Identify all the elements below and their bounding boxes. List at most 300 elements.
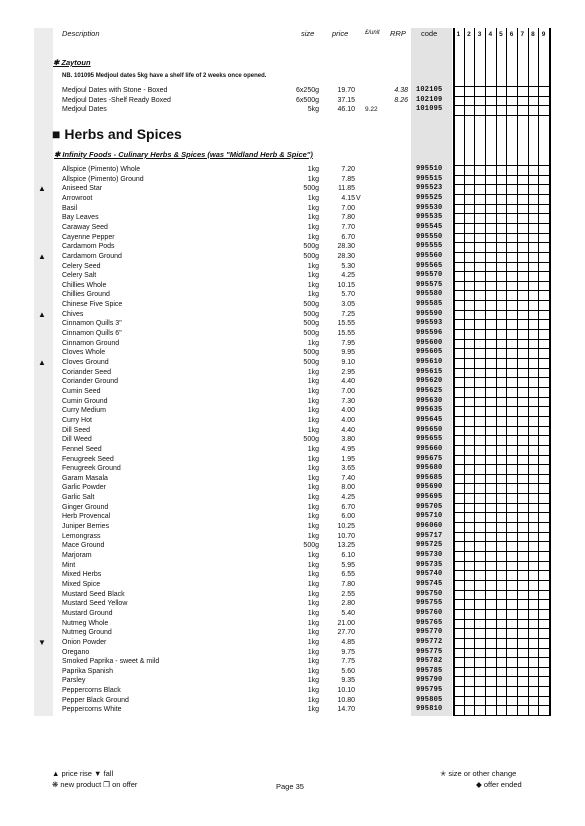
list-item (0, 445, 585, 455)
item-code: 995615 (416, 367, 443, 376)
item-code: 995655 (416, 435, 443, 444)
item-code: 995765 (416, 618, 443, 627)
item-price: 4.40 (341, 378, 355, 386)
item-size: 1kg (307, 494, 319, 502)
item-size: 1kg (307, 416, 319, 424)
zaytoun-title: ✱ Zaytoun (53, 58, 91, 67)
item-price: 5.95 (341, 561, 355, 569)
item-code: 995600 (416, 338, 443, 347)
list-item (0, 609, 585, 619)
price-change-marker: ▲ (38, 309, 46, 319)
item-description: Cumin Ground (62, 397, 108, 405)
list-item (0, 599, 585, 609)
item-description: Paprika Spanish (62, 667, 113, 675)
order-column-number: 1 (456, 31, 461, 38)
item-code: 995650 (416, 425, 443, 434)
item-size: 1kg (307, 465, 319, 473)
item-code: 995590 (416, 309, 443, 318)
item-size: 1kg (307, 667, 319, 675)
list-item (0, 242, 585, 252)
item-description: Fennel Seed (62, 445, 102, 453)
item-price: 5.30 (341, 262, 355, 270)
item-size: 500g (303, 301, 319, 309)
list-item (0, 252, 585, 262)
list-item (0, 358, 585, 368)
item-code: 995775 (416, 647, 443, 656)
item-size: 1kg (307, 194, 319, 202)
item-code: 995740 (416, 570, 443, 579)
item-description: Chillies Whole (62, 281, 107, 289)
header-price: price (332, 29, 349, 38)
price-change-marker: ▼ (38, 637, 46, 647)
item-size: 1kg (307, 677, 319, 685)
list-item (0, 233, 585, 243)
item-description: Allspice (Pimento) Ground (62, 175, 144, 183)
item-price: 27.70 (337, 629, 355, 637)
item-price: 6.55 (341, 571, 355, 579)
list-item (0, 686, 585, 696)
list-item (0, 377, 585, 387)
item-description: Garlic Powder (62, 484, 106, 492)
item-price: 6.70 (341, 233, 355, 241)
item-code: 995530 (416, 203, 443, 212)
item-size: 1kg (307, 445, 319, 453)
item-price: 37.15 (337, 96, 355, 104)
list-item (0, 348, 585, 358)
item-size: 1kg (307, 532, 319, 540)
item-size: 1kg (307, 696, 319, 704)
list-item (0, 628, 585, 638)
item-description: Cloves Whole (62, 349, 106, 357)
item-code: 995750 (416, 589, 443, 598)
list-item (0, 648, 585, 658)
item-size: 500g (303, 330, 319, 338)
item-code: 102109 (416, 95, 443, 104)
item-price: 5.40 (341, 609, 355, 617)
item-size: 1kg (307, 233, 319, 241)
item-size: 1kg (307, 474, 319, 482)
item-code: 995515 (416, 174, 443, 183)
item-code: 995625 (416, 386, 443, 395)
order-column-number: 6 (509, 31, 514, 38)
list-item (0, 300, 585, 310)
item-code: 995605 (416, 348, 443, 357)
item-size: 1kg (307, 455, 319, 463)
list-item (0, 464, 585, 474)
grid-row-line (453, 115, 549, 116)
item-code: 995730 (416, 551, 443, 559)
item-price: 10.70 (337, 532, 355, 540)
item-size: 1kg (307, 368, 319, 376)
item-rrp: 8.26 (394, 96, 408, 104)
item-size: 1kg (307, 378, 319, 386)
item-size: 1kg (307, 175, 319, 183)
list-item (0, 96, 585, 106)
item-description: Dill Seed (62, 426, 91, 434)
list-item (0, 387, 585, 397)
list-item (0, 483, 585, 493)
item-description: Parsley (62, 677, 86, 685)
list-item (0, 204, 585, 214)
item-price: 4.25 (341, 494, 355, 502)
item-description: Cinnamon Quills 6" (62, 330, 122, 338)
item-size: 500g (303, 185, 319, 193)
item-flag: V (356, 194, 361, 202)
list-item (0, 657, 585, 667)
item-price: 15.55 (337, 320, 355, 328)
item-code: 995685 (416, 473, 443, 482)
item-code: 995585 (416, 300, 443, 309)
list-item (0, 223, 585, 233)
item-price: 7.85 (341, 175, 355, 183)
list-item (0, 194, 585, 204)
list-item (0, 667, 585, 677)
item-code: 995525 (416, 193, 443, 202)
item-price: 28.30 (337, 243, 355, 251)
item-description: Marjoram (62, 552, 92, 559)
item-description: Chives (62, 310, 84, 318)
item-size: 1kg (307, 658, 319, 666)
item-price: 7.80 (341, 214, 355, 222)
item-price: 15.55 (337, 330, 355, 338)
list-item (0, 175, 585, 185)
list-item (0, 213, 585, 223)
list-item (0, 532, 585, 542)
item-size: 1kg (307, 281, 319, 289)
item-code: 995565 (416, 261, 443, 270)
item-price: 7.40 (341, 474, 355, 482)
item-price: 19.70 (337, 87, 355, 94)
order-column-number: 7 (520, 31, 525, 38)
item-size: 1kg (307, 484, 319, 492)
list-item (0, 319, 585, 329)
order-column-number: 3 (477, 31, 482, 38)
item-code: 995575 (416, 280, 443, 289)
item-size: 1kg (307, 397, 319, 405)
legend-new-offer: ❋ new product ❐ on offer (52, 780, 138, 789)
item-size: 1kg (307, 214, 319, 222)
item-code: 995570 (416, 271, 443, 280)
item-price: 5.70 (341, 291, 355, 299)
item-code: 995810 (416, 705, 443, 714)
item-price: 10.80 (337, 696, 355, 704)
item-description: Mustard Ground (62, 609, 113, 617)
list-item (0, 406, 585, 416)
item-price: 4.40 (341, 426, 355, 434)
header-description: Description (62, 29, 100, 38)
item-size: 500g (303, 542, 319, 550)
item-description: Cinnamon Ground (62, 339, 120, 347)
item-price: 9.10 (341, 359, 355, 366)
item-price: 2.80 (341, 600, 355, 608)
order-column-number: 2 (467, 31, 471, 38)
item-code: 995545 (416, 222, 443, 231)
item-price: 7.95 (341, 339, 355, 347)
list-item (0, 397, 585, 407)
price-change-marker: ▲ (38, 251, 46, 261)
list-item (0, 368, 585, 378)
item-description: Fenugreek Ground (62, 465, 121, 473)
item-size: 500g (303, 320, 319, 328)
item-price: 7.20 (341, 166, 355, 173)
item-price: 2.55 (341, 590, 355, 598)
item-description: Medjoul Dates (62, 106, 107, 114)
list-item (0, 339, 585, 349)
list-item (0, 105, 585, 115)
item-description: Cumin Seed (62, 387, 101, 395)
item-price: 6.00 (341, 513, 355, 521)
item-description: Ginger Ground (62, 503, 109, 511)
item-code: 995735 (416, 560, 443, 569)
header-per-unit: £/unit (365, 30, 380, 36)
item-price: 4.00 (341, 407, 355, 415)
item-size: 500g (303, 252, 319, 260)
item-description: Coriander Seed (62, 368, 112, 376)
list-item (0, 580, 585, 590)
item-code: 995790 (416, 676, 443, 685)
price-change-marker: ▲ (38, 184, 46, 194)
list-item (0, 512, 585, 522)
item-size: 1kg (307, 272, 319, 280)
item-code: 995620 (416, 377, 443, 386)
item-description: Mace Ground (62, 542, 105, 550)
item-price: 3.05 (341, 301, 355, 309)
list-item (0, 262, 585, 272)
item-price: 10.15 (337, 281, 355, 289)
item-size: 500g (303, 359, 319, 366)
item-code: 995635 (416, 406, 443, 415)
item-size: 1kg (307, 648, 319, 656)
item-description: Allspice (Pimento) Whole (62, 166, 141, 173)
item-description: Fenugreek Seed (62, 455, 114, 463)
price-change-marker: ▲ (38, 358, 46, 367)
item-description: Herb Provencal (62, 513, 111, 521)
item-code: 995805 (416, 695, 443, 704)
item-description: Peppercorns White (62, 706, 122, 714)
item-size: 500g (303, 349, 319, 357)
list-item (0, 590, 585, 600)
item-code: 995745 (416, 579, 443, 588)
item-size: 1kg (307, 223, 319, 231)
item-code: 995660 (416, 444, 443, 453)
list-item (0, 271, 585, 281)
item-price: 4.15 (341, 194, 355, 202)
list-item (0, 676, 585, 686)
item-description: Nutmeg Whole (62, 619, 109, 627)
item-code: 995560 (416, 251, 443, 260)
item-price: 1.95 (341, 455, 355, 463)
item-price: 5.60 (341, 667, 355, 675)
item-price: 21.00 (337, 619, 355, 627)
item-code: 101095 (416, 105, 443, 114)
list-item (0, 551, 585, 561)
list-item (0, 570, 585, 580)
item-size: 1kg (307, 552, 319, 559)
page-number: Page 35 (276, 782, 304, 791)
item-description: Aniseed Star (62, 185, 103, 193)
item-description: Medjoul Dates with Stone - Boxed (62, 87, 168, 94)
list-item (0, 184, 585, 194)
header-code: code (421, 29, 438, 38)
item-price: 4.00 (341, 416, 355, 424)
item-description: Cinnamon Quills 3" (62, 320, 122, 328)
item-code: 995755 (416, 599, 443, 608)
item-price: 11.85 (338, 185, 355, 193)
header-size: size (301, 29, 315, 38)
item-description: Oregano (62, 648, 90, 656)
item-description: Basil (62, 204, 78, 212)
header-rrp: RRP (390, 29, 406, 38)
section-title: ■ Herbs and Spices (52, 126, 182, 142)
item-price: 7.70 (341, 223, 355, 231)
item-size: 1kg (307, 571, 319, 579)
order-column-number: 8 (531, 31, 535, 38)
item-size: 1kg (307, 609, 319, 617)
list-item (0, 416, 585, 426)
item-size: 1kg (307, 590, 319, 598)
list-item (0, 455, 585, 465)
item-code: 995596 (416, 329, 443, 338)
item-size: 1kg (307, 513, 319, 521)
grid-row-line (453, 715, 549, 716)
item-code: 995555 (416, 242, 443, 251)
legend-price-change: ▲ price rise ▼ fall (52, 769, 114, 778)
item-code: 995725 (416, 541, 443, 550)
item-code: 995675 (416, 454, 443, 463)
item-size: 1kg (307, 638, 319, 646)
item-code: 995795 (416, 686, 443, 695)
item-size: 1kg (307, 706, 319, 714)
item-description: Juniper Berries (62, 523, 110, 531)
item-description: Coriander Ground (62, 378, 119, 386)
item-code: 995645 (416, 415, 443, 424)
item-price: 6.10 (341, 552, 355, 559)
item-description: Celery Seed (62, 262, 101, 270)
herbs-subtitle: ✱ Infinity Foods - Culinary Herbs & Spices (was "Midland Herb & Spice") (54, 150, 313, 159)
item-description: Dill Weed (62, 436, 92, 444)
item-code: 996060 (416, 522, 443, 531)
item-price: 9.75 (341, 648, 355, 656)
item-price: 7.30 (341, 397, 355, 405)
list-item (0, 474, 585, 484)
item-description: Nutmeg Ground (62, 629, 112, 637)
item-rrp: 4.38 (394, 87, 408, 94)
item-description: Cayenne Pepper (62, 233, 115, 241)
item-description: Garam Masala (62, 474, 108, 482)
item-code: 995630 (416, 396, 443, 405)
list-item (0, 290, 585, 300)
item-description: Chinese Five Spice (62, 301, 123, 309)
item-code: 995785 (416, 666, 443, 675)
item-size: 5kg (307, 106, 319, 114)
list-item (0, 541, 585, 551)
item-price: 7.75 (341, 658, 355, 666)
item-price: 10.25 (337, 523, 355, 531)
item-code: 995510 (416, 165, 443, 173)
item-description: Mustard Seed Yellow (62, 600, 128, 608)
item-description: Chillies Ground (62, 291, 110, 299)
item-size: 1kg (307, 291, 319, 299)
item-size: 1kg (307, 600, 319, 608)
item-code: 995782 (416, 657, 443, 666)
list-item (0, 696, 585, 706)
item-size: 1kg (307, 407, 319, 415)
item-code: 995580 (416, 290, 443, 299)
item-price: 14.70 (337, 706, 355, 714)
item-price: 4.25 (341, 272, 355, 280)
item-code: 995770 (416, 628, 443, 637)
item-description: Smoked Paprika - sweet & mild (62, 658, 160, 666)
list-item (0, 329, 585, 339)
list-item (0, 638, 585, 648)
list-item (0, 310, 585, 320)
order-column-number: 4 (488, 31, 493, 38)
item-size: 1kg (307, 503, 319, 511)
item-code: 102105 (416, 86, 443, 94)
list-item (0, 86, 585, 96)
item-description: Cardamom Ground (62, 252, 122, 260)
item-description: Medjoul Dates -Shelf Ready Boxed (62, 96, 171, 104)
item-size: 1kg (307, 339, 319, 347)
list-item (0, 165, 585, 175)
item-description: Mixed Herbs (62, 571, 102, 579)
item-size: 6x250g (296, 87, 319, 94)
item-size: 1kg (307, 262, 319, 270)
item-unit-price: 9.22 (365, 106, 378, 114)
item-description: Bay Leaves (62, 214, 99, 222)
item-price: 7.25 (341, 310, 355, 318)
item-size: 1kg (307, 166, 319, 173)
item-description: Caraway Seed (62, 223, 108, 231)
item-price: 4.85 (341, 638, 355, 646)
item-description: Celery Salt (62, 272, 97, 280)
list-item (0, 426, 585, 436)
legend-size-change: ✭ size or other change (440, 769, 517, 778)
item-price: 7.00 (341, 204, 355, 212)
item-description: Mixed Spice (62, 580, 101, 588)
item-size: 500g (303, 243, 319, 251)
item-description: Curry Hot (62, 416, 92, 424)
item-description: Onion Powder (62, 638, 107, 646)
order-column-number: 9 (541, 31, 546, 38)
item-description: Curry Medium (62, 407, 106, 415)
item-code: 995610 (416, 358, 443, 366)
item-code: 995550 (416, 232, 443, 241)
item-size: 500g (303, 310, 319, 318)
item-description: Peppercorns Black (62, 687, 121, 695)
item-size: 1kg (307, 580, 319, 588)
item-price: 7.80 (341, 580, 355, 588)
item-code: 995695 (416, 493, 443, 502)
item-size: 1kg (307, 629, 319, 637)
item-description: Garlic Salt (62, 494, 95, 502)
item-code: 995760 (416, 608, 443, 617)
item-price: 3.80 (341, 436, 355, 444)
item-code: 995523 (416, 184, 443, 193)
item-price: 2.95 (341, 368, 355, 376)
item-price: 6.70 (341, 503, 355, 511)
legend-offer-ended: ◆ offer ended (476, 780, 522, 789)
item-price: 9.35 (341, 677, 355, 685)
item-price: 7.00 (341, 387, 355, 395)
list-item (0, 522, 585, 532)
item-code: 995690 (416, 483, 443, 492)
item-description: Lemongrass (62, 532, 101, 540)
list-item (0, 493, 585, 503)
item-description: Cardamom Pods (62, 243, 115, 251)
item-code: 995705 (416, 502, 443, 511)
order-column-number: 5 (499, 31, 503, 38)
